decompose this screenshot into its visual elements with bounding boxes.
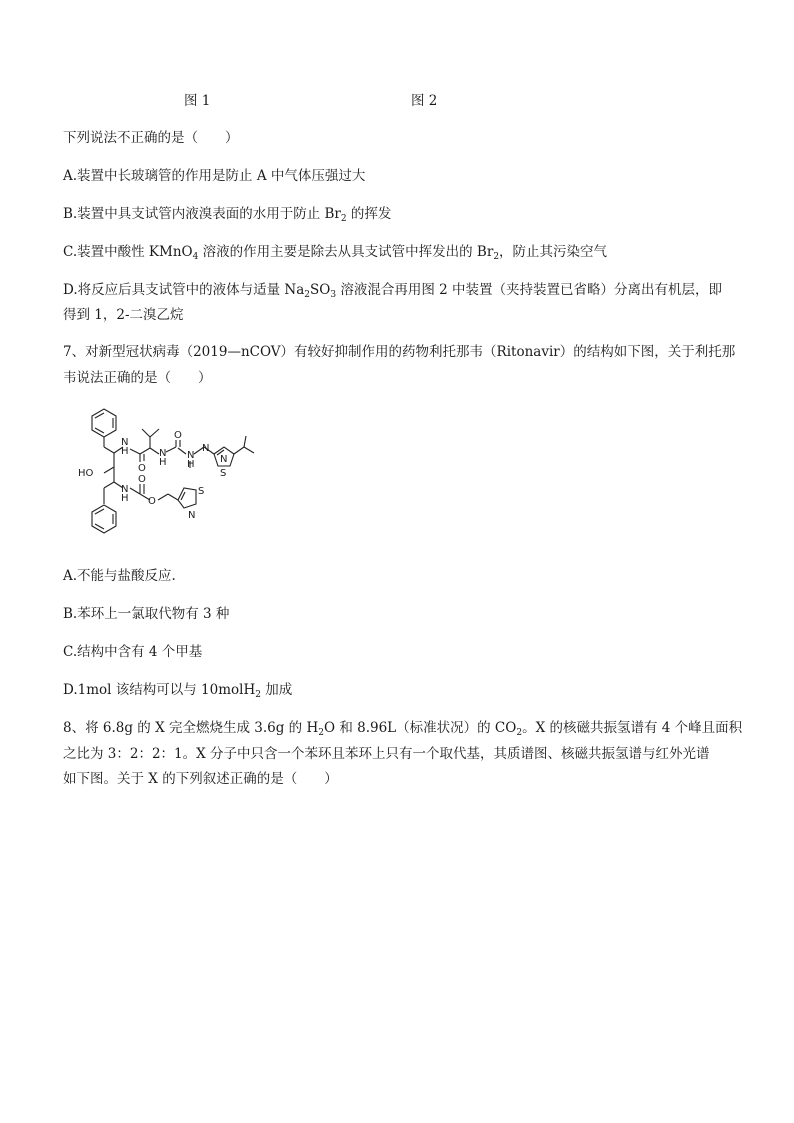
q8-line2: 之比为 3：2：2：1。X 分子中只含一个苯环且苯环上只有一个取代基，其质谱图、核磁共振氢谱与红外光谱 bbox=[63, 746, 710, 762]
q7-stem-line2: 韦说法正确的是（ ） bbox=[63, 370, 212, 386]
ritonavir-structure bbox=[64, 404, 272, 550]
q6-stem: 下列说法不正确的是（ ） bbox=[63, 130, 239, 146]
atom-n1: N bbox=[121, 437, 129, 448]
q8-line1: 8、将 6.8g 的 X 完全燃烧生成 3.6g 的 $H_2O$ 和 8.96L（标准状况）的 $CO_2$。X 的核磁共振氢谱有 4 个峰且面积 bbox=[63, 720, 743, 738]
atom-n-thiazole2: N bbox=[188, 510, 196, 521]
atom-n2: N bbox=[159, 448, 167, 459]
figure-2-label: 图 2 bbox=[411, 93, 438, 109]
q6-option-c: C.装置中酸性 KMnO$_4$ 溶液的作用主要是除去从具支试管中挥发出的 $Br_2$，防止其污染空气 bbox=[63, 244, 608, 262]
atom-o2: O bbox=[174, 430, 182, 441]
ritonavir-skeletal-formula bbox=[64, 404, 272, 550]
q7-option-a: A.不能与盐酸反应. bbox=[63, 568, 176, 584]
figure-1-label: 图 1 bbox=[184, 93, 211, 109]
thiazole-ring-bottom bbox=[178, 488, 196, 508]
atom-n4: N bbox=[202, 443, 210, 454]
q7-option-b: B.苯环上一氯取代物有 3 种 bbox=[63, 606, 230, 622]
atom-h1: H bbox=[121, 446, 129, 457]
atom-o4: O bbox=[148, 496, 156, 507]
atom-ho: HO bbox=[78, 468, 94, 479]
atom-h5: H bbox=[121, 493, 129, 504]
q7-option-c: C.结构中含有 4 个甲基 bbox=[63, 644, 203, 660]
atom-n3: N bbox=[187, 450, 195, 461]
q6-option-d-line2: 得到 1，2-二溴乙烷 bbox=[63, 307, 184, 323]
atom-h3: H bbox=[187, 459, 195, 470]
atom-s-thiazole2: S bbox=[198, 486, 205, 497]
q6-option-d: D.将反应后具支试管中的液体与适量 $Na_2SO_3$ 溶液混合再用图 2 中装置（夹持装置已省略）分离出有机层，即 bbox=[63, 282, 723, 300]
q7-stem-line1: 7、对新型冠状病毒（2019—nCOV）有较好抑制作用的药物利托那韦（Ritonavir）的结构如下图，关于利托那 bbox=[63, 344, 736, 360]
q8-line3: 如下图。关于 X 的下列叙述正确的是（ ） bbox=[63, 771, 338, 787]
atom-s-thiazole1: S bbox=[220, 468, 227, 479]
atom-o3: O bbox=[138, 474, 146, 485]
atom-n-thiazole1: N bbox=[220, 454, 228, 465]
atom-h2: H bbox=[159, 457, 167, 468]
atom-o1: O bbox=[138, 463, 146, 474]
atom-n5: N bbox=[121, 484, 129, 495]
q7-option-d: D.1mol 该结构可以与 10molH$_2$ 加成 bbox=[63, 682, 293, 700]
q6-option-a: A.装置中长玻璃管的作用是防止 A 中气体压强过大 bbox=[63, 168, 366, 184]
q6-option-b: B.装置中具支试管内液溴表面的水用于防止 $Br_2$ 的挥发 bbox=[63, 206, 392, 224]
